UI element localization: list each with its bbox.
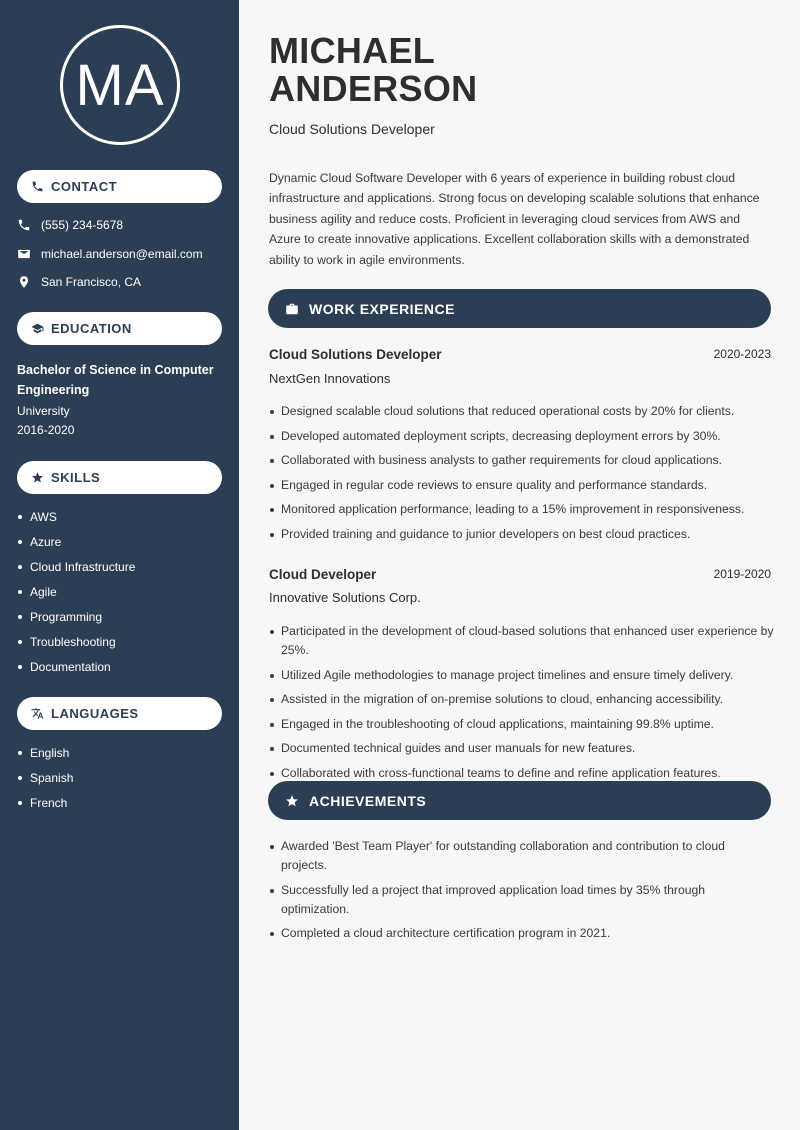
contact-heading — [17, 170, 222, 203]
envelope-icon — [17, 247, 31, 261]
job-bullet: Designed scalable cloud solutions that reduced operational costs by 20% for clients. — [269, 402, 774, 421]
monogram-avatar: MA — [60, 25, 180, 145]
job-title-subtitle: Cloud Solutions Developer — [269, 121, 435, 137]
skill-item: Troubleshooting — [17, 635, 135, 660]
sidebar — [0, 0, 239, 1130]
language-item: English — [17, 746, 73, 771]
job-bullet: Monitored application performance, leading to a 15% improvement in responsiveness. — [269, 500, 774, 519]
job-bullet: Participated in the development of cloud-based solutions that enhanced user experience by 25%. — [269, 622, 774, 660]
skills-heading — [17, 461, 222, 494]
education-school: University — [17, 404, 70, 418]
main-content — [239, 0, 800, 1130]
work-experience-heading — [268, 289, 771, 328]
languages-heading-label: LANGUAGES — [51, 706, 139, 721]
achievements-list — [269, 837, 774, 949]
job-bullet: Assisted in the migration of on-premise solutions to cloud, enhancing accessibility. — [269, 690, 774, 709]
achievements-heading-label: ACHIEVEMENTS — [309, 792, 427, 809]
skill-item: Agile — [17, 585, 135, 610]
translate-icon — [31, 707, 44, 720]
job-bullets — [269, 402, 774, 549]
email-text: michael.anderson@email.com — [41, 247, 203, 261]
briefcase-icon — [285, 302, 299, 316]
phone-icon — [31, 180, 44, 193]
education-degree: Bachelor of Science in Computer Engineering — [17, 363, 214, 397]
work-heading-label: WORK EXPERIENCE — [309, 300, 455, 317]
job-bullet: Developed automated deployment scripts, decreasing deployment errors by 30%. — [269, 427, 774, 446]
language-item: French — [17, 796, 73, 821]
languages-list — [17, 746, 73, 821]
achievement-item: Awarded 'Best Team Player' for outstanding collaboration and contribution to cloud projects. — [269, 837, 774, 875]
job-bullet: Collaborated with business analysts to gather requirements for cloud applications. — [269, 451, 774, 470]
location-text: San Francisco, CA — [41, 275, 142, 289]
phone-text: (555) 234-5678 — [41, 218, 124, 232]
contact-phone — [17, 218, 123, 232]
phone-icon — [17, 218, 31, 232]
job-company: Innovative Solutions Corp. — [269, 590, 421, 605]
job-title: Cloud Developer — [269, 567, 377, 582]
achievement-item: Successfully led a project that improved application load times by 35% through optimization. — [269, 881, 774, 919]
location-pin-icon — [17, 275, 31, 289]
job-bullet: Provided training and guidance to junior developers on best cloud practices. — [269, 525, 774, 544]
skill-item: Documentation — [17, 660, 135, 685]
last-name: ANDERSON — [269, 68, 478, 109]
job-dates: 2019-2020 — [713, 567, 771, 581]
profile-summary: Dynamic Cloud Software Developer with 6 years of experience in building robust cloud infrastructure and applications. Strong focus on developing scalable solutions that enhance business agility and reduce costs. Proficient in leveraging cloud services from AWS and Azure to create innovative applications. Excellent collaboration skills with a demonstrated ability to work in agile environments. — [269, 171, 760, 267]
language-item: Spanish — [17, 771, 73, 796]
job-bullet: Utilized Agile methodologies to manage project timelines and ensure timely delivery. — [269, 666, 774, 685]
graduation-cap-icon — [31, 322, 44, 335]
job-bullets — [269, 622, 774, 788]
job-company: NextGen Innovations — [269, 371, 391, 386]
education-heading — [17, 312, 222, 345]
achievement-item: Completed a cloud architecture certification program in 2021. — [269, 924, 774, 943]
skill-item: Azure — [17, 535, 135, 560]
contact-location — [17, 275, 141, 289]
skill-item: Cloud Infrastructure — [17, 560, 135, 585]
job-bullet: Collaborated with cross-functional teams to define and refine application features. — [269, 764, 774, 783]
candidate-name — [269, 32, 477, 108]
education-heading-label: EDUCATION — [51, 321, 132, 336]
achievements-heading — [268, 781, 771, 820]
contact-email — [17, 247, 203, 261]
job-dates: 2020-2023 — [713, 347, 771, 361]
skills-list — [17, 510, 135, 685]
job-title: Cloud Solutions Developer — [269, 347, 442, 362]
job-bullet: Engaged in regular code reviews to ensure quality and performance standards. — [269, 476, 774, 495]
skill-item: AWS — [17, 510, 135, 535]
job-bullet: Documented technical guides and user manuals for new features. — [269, 739, 774, 758]
education-years: 2016-2020 — [17, 423, 75, 437]
first-name: MICHAEL — [269, 30, 436, 71]
star-icon — [31, 471, 44, 484]
star-icon — [285, 794, 299, 808]
contact-heading-label: CONTACT — [51, 179, 118, 194]
job-bullet: Engaged in the troubleshooting of cloud applications, maintaining 99.8% uptime. — [269, 715, 774, 734]
languages-heading — [17, 697, 222, 730]
skills-heading-label: SKILLS — [51, 470, 101, 485]
skill-item: Programming — [17, 610, 135, 635]
